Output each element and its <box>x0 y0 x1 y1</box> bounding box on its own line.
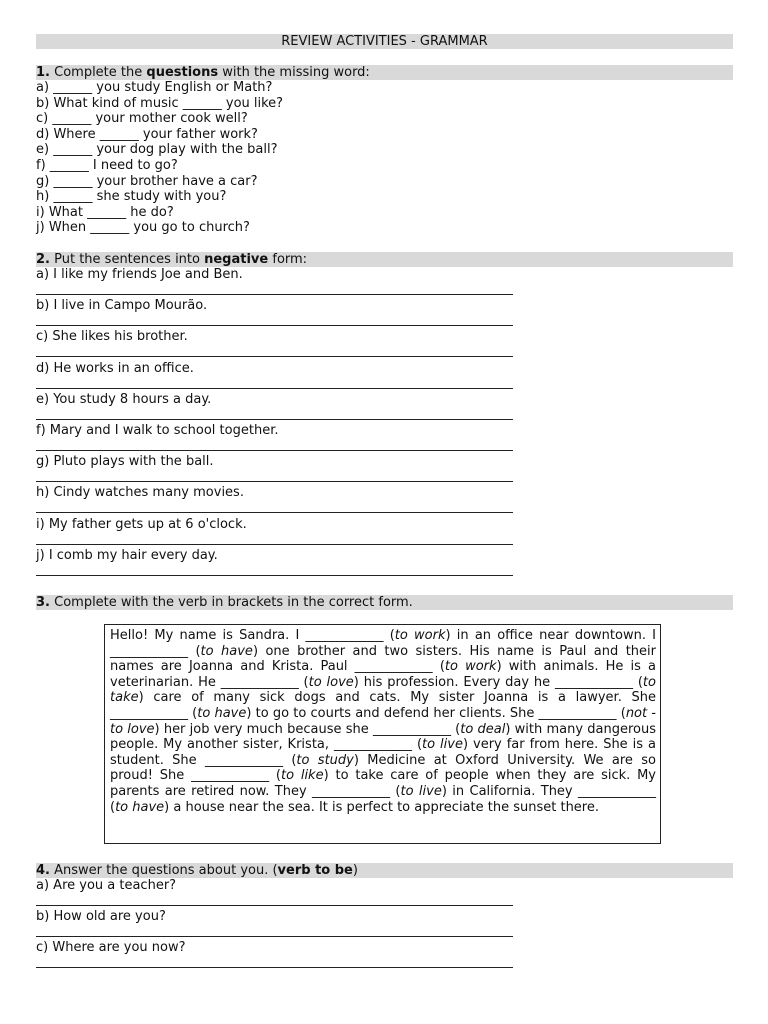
sentence-item <box>36 361 736 392</box>
answer-line <box>36 450 513 451</box>
sentence-text: g) Pluto plays with the ball. <box>36 454 214 470</box>
verb-hint: to have <box>197 705 247 721</box>
section-1-list <box>36 80 736 236</box>
section-4-heading-bold: verb to be <box>277 863 353 878</box>
story-text: ) very far from here. She is a student. She ____________ ( <box>110 737 656 768</box>
section-2-number: 2. <box>36 252 50 267</box>
question-item: i) What ______ he do? <box>36 204 174 220</box>
answer-line <box>36 325 513 326</box>
section-2-heading-post: form: <box>268 252 308 267</box>
sentence-item <box>36 392 736 423</box>
verb-hint: to love <box>308 674 354 690</box>
story-text: ) with many dangerous people. My another sister, Krista, ____________ ( <box>110 721 656 753</box>
question-item: c) ______ your mother cook well? <box>36 111 248 127</box>
sentence-item <box>36 454 736 485</box>
answer-line <box>36 967 513 968</box>
story-paragraph <box>110 628 656 815</box>
sentence-text: h) Cindy watches many movies. <box>36 485 244 501</box>
verb-hint: to live <box>400 783 442 799</box>
story-text: ) a house near the sea. It is perfect to appreciate the sunset there. <box>164 799 599 815</box>
verb-hint: to like <box>280 768 324 784</box>
verb-hint: to live <box>422 737 463 753</box>
section-2-list <box>36 267 736 579</box>
answer-line <box>36 512 513 513</box>
story-text: ) one brother and two sisters. His name is Paul and their names are Joanna and Krista. Paul ____________ ( <box>110 643 656 675</box>
page-title: REVIEW ACTIVITIES - GRAMMAR <box>36 34 733 49</box>
verb-hint: to deal <box>460 721 506 737</box>
answer-line <box>36 544 513 545</box>
answer-line <box>36 419 513 420</box>
sentence-item <box>36 548 736 579</box>
sentence-text: e) You study 8 hours a day. <box>36 391 212 407</box>
question-text: c) Where are you now? <box>36 940 186 956</box>
answer-line <box>36 294 513 295</box>
answer-line <box>36 388 513 389</box>
text-box <box>104 624 661 844</box>
sentence-item <box>36 423 736 454</box>
answer-line <box>36 356 513 357</box>
section-4-heading-pre: Answer the questions about you. ( <box>54 863 278 878</box>
section-4-number: 4. <box>36 863 50 878</box>
section-2-heading-bold: negative <box>204 252 269 267</box>
sentence-text: j) I comb my hair every day. <box>36 547 218 563</box>
verb-hint: to take <box>110 674 656 706</box>
section-4-heading <box>36 863 733 878</box>
section-2-heading <box>36 252 733 267</box>
story-text: ) to go to courts and defend her clients. She ____________ ( <box>246 705 626 721</box>
story-text: ) with animals. He is a veterinarian. He ____________ ( <box>110 659 657 690</box>
sentence-text: f) Mary and I walk to school together. <box>36 422 279 438</box>
question-item: b) What kind of music ______ you like? <box>36 95 284 111</box>
section-1-heading-post: with the missing word: <box>218 65 370 80</box>
question-text: a) Are you a teacher? <box>36 878 177 893</box>
question-item: j) When ______ you go to church? <box>36 220 250 236</box>
question-item: e) ______ your dog play with the ball? <box>36 142 278 158</box>
question-item: h) ______ she study with you? <box>36 189 227 205</box>
section-1-heading-bold: questions <box>146 65 219 80</box>
question-item <box>36 940 736 971</box>
verb-hint: to work <box>394 628 446 643</box>
question-item: d) Where ______ your father work? <box>36 126 258 142</box>
verb-hint: to have <box>115 799 165 815</box>
section-1-heading <box>36 65 733 80</box>
section-1-number: 1. <box>36 65 50 80</box>
section-4-list <box>36 878 736 972</box>
question-item <box>36 878 736 909</box>
story-text: ) to take care of people when they are sick. My parents are retired now. They ____________ ( <box>110 768 656 799</box>
section-1-heading-pre: Complete the <box>54 65 147 80</box>
story-text: ) Medicine at Oxford University. We are so proud! She ____________ ( <box>110 752 656 784</box>
sentence-item <box>36 329 736 360</box>
question-item: a) ______ you study English or Math? <box>36 80 273 95</box>
section-3-heading-text: Complete with the verb in brackets in the correct form. <box>54 595 413 610</box>
section-2-heading-pre: Put the sentences into <box>54 252 205 267</box>
verb-hint: to study <box>296 752 354 768</box>
sentence-text: i) My father gets up at 6 o'clock. <box>36 516 247 532</box>
sentence-item <box>36 517 736 548</box>
story-text: ) care of many sick dogs and cats. My sister Joanna is a lawyer. She ____________ ( <box>110 690 656 721</box>
sentence-item <box>36 267 736 298</box>
verb-hint: not - to love <box>110 705 656 737</box>
verb-hint: to have <box>200 643 253 659</box>
question-item: f) ______ I need to go? <box>36 157 178 173</box>
sentence-item <box>36 298 736 329</box>
answer-line <box>36 481 513 482</box>
question-item: g) ______ your brother have a car? <box>36 173 258 189</box>
answer-line <box>36 936 513 937</box>
sentence-text: b) I live in Campo Mourão. <box>36 298 208 314</box>
sentence-text: c) She likes his brother. <box>36 329 188 345</box>
answer-line <box>36 575 513 576</box>
story-text: ) her job very much because she ____________ ( <box>154 721 461 737</box>
question-text: b) How old are you? <box>36 909 166 925</box>
story-text: ) his profession. Every day he ____________ ( <box>353 674 643 690</box>
section-3-number: 3. <box>36 595 50 610</box>
section-4-heading-post: ) <box>352 863 358 878</box>
verb-hint: to work <box>444 659 497 675</box>
sentence-text: d) He works in an office. <box>36 360 194 376</box>
story-text: Hello! My name is Sandra. I ____________ ( <box>110 628 395 643</box>
section-3-heading <box>36 595 733 610</box>
question-item <box>36 909 736 940</box>
sentence-item <box>36 485 736 516</box>
story-text: ) in an office near downtown. I ____________ ( <box>110 628 656 659</box>
sentence-text: a) I like my friends Joe and Ben. <box>36 267 243 282</box>
story-text: ) in California. They ____________ ( <box>110 783 656 815</box>
answer-line <box>36 905 513 906</box>
